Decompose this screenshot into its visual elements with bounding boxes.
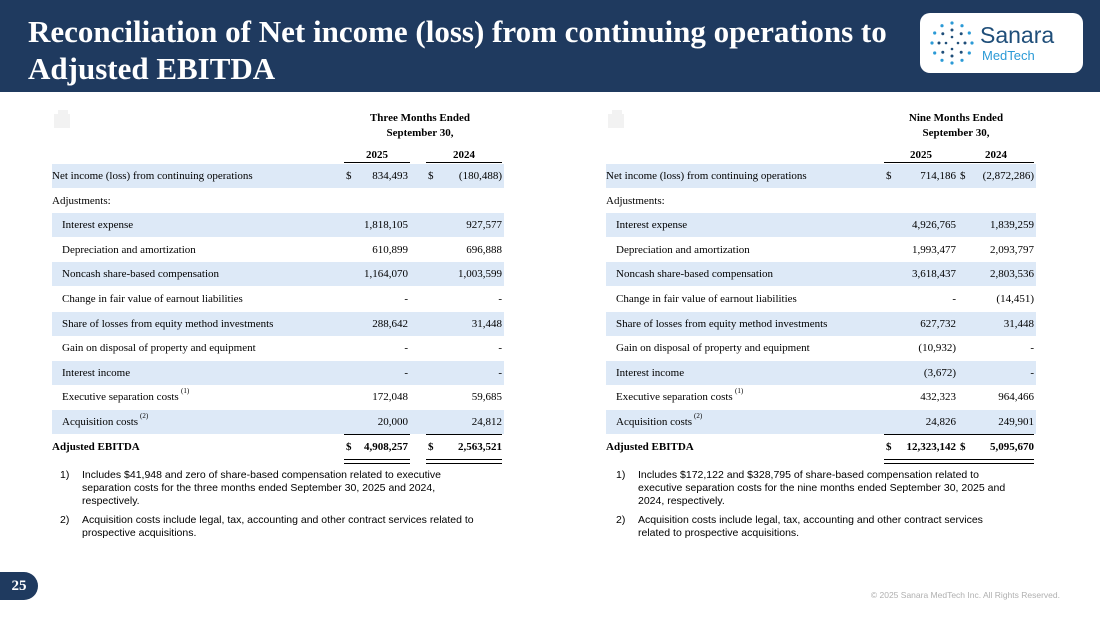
- value-col-2: 31,448: [471, 317, 502, 330]
- value-col-2: (14,451): [996, 293, 1034, 305]
- row-label: Share of losses from equity method investments: [62, 317, 274, 330]
- table-row: [52, 262, 504, 286]
- year-col-2: 2024: [426, 148, 502, 163]
- value-col-1: -: [404, 293, 408, 305]
- footnotes: [60, 469, 480, 546]
- footnote-ref: (1): [735, 387, 744, 396]
- page-number: 25: [0, 572, 38, 600]
- footnote-item: [60, 469, 480, 508]
- total-row: [52, 435, 504, 459]
- value-col-1: 432,323: [920, 391, 956, 404]
- footnote-number: 2): [616, 513, 626, 526]
- footnote-text: Includes $172,122 and $328,795 of share-based compensation related to executive separation costs for the nine months ended September 30, 2025 and 2024, respectively.: [638, 468, 1006, 507]
- value-col-1: 1,818,105: [364, 219, 408, 232]
- row-label: Acquisition costs: [616, 416, 693, 428]
- value-col-1: 627,732: [920, 317, 956, 330]
- currency-symbol: $: [886, 440, 892, 453]
- total-double-rule: [958, 459, 1034, 464]
- row-label: Acquisition costs: [62, 416, 139, 428]
- currency-symbol: $: [428, 440, 434, 453]
- table-row: [606, 336, 1036, 360]
- value-col-2: 249,901: [998, 416, 1034, 428]
- value-col-2: 1,839,259: [990, 219, 1034, 232]
- value-col-1: 288,642: [372, 317, 408, 330]
- value-col-1: 24,826: [925, 416, 956, 428]
- row-label: Noncash share-based compensation: [616, 268, 774, 281]
- footnote-text: Acquisition costs include legal, tax, accounting and other contract services related to prospective acquisitions.: [82, 513, 474, 539]
- period-heading: Three Months Ended: [369, 112, 471, 124]
- footnote-text: Includes $41,948 and zero of share-based compensation related to executive separation costs for the three months ended September 30, 2025 and 2024, respectively.: [82, 468, 441, 507]
- value-col-1: 3,618,437: [912, 268, 956, 281]
- table-row: [606, 287, 1036, 311]
- value-col-1: 4,908,257: [364, 440, 408, 453]
- value-col-1: 20,000: [377, 416, 408, 428]
- row-label: Interest expense: [616, 219, 688, 232]
- row-label: Adjustments:: [52, 194, 111, 207]
- value-col-1: 12,323,142: [906, 440, 956, 453]
- table-row: [606, 410, 1036, 434]
- table-row: [52, 385, 504, 409]
- currency-symbol: $: [346, 170, 352, 182]
- table-row: [606, 189, 1036, 213]
- currency-symbol: $: [886, 170, 892, 182]
- value-col-1: (10,932): [918, 342, 956, 355]
- table-row: [52, 213, 504, 237]
- period-heading: Nine Months Ended: [908, 112, 1004, 124]
- currency-symbol: $: [428, 170, 434, 182]
- value-col-1: 172,048: [372, 391, 408, 404]
- value-col-2: -: [498, 293, 502, 305]
- total-double-rule: [884, 459, 958, 464]
- footnote-item: [616, 469, 1016, 508]
- value-col-1: -: [404, 366, 408, 379]
- row-label: Executive separation costs: [62, 391, 179, 404]
- logo-name: Sanara: [980, 22, 1055, 48]
- footnote-text: Acquisition costs include legal, tax, accounting and other contract services related to prospective acquisitions.: [638, 513, 983, 539]
- table-row: [606, 238, 1036, 262]
- subtotal-rule: [884, 434, 958, 435]
- row-label: Executive separation costs: [616, 391, 733, 404]
- footnotes: [616, 469, 1016, 546]
- value-col-1: 834,493: [372, 170, 408, 182]
- table-row: [606, 312, 1036, 336]
- value-col-2: 964,466: [998, 391, 1034, 404]
- row-label: Depreciation and amortization: [62, 243, 196, 256]
- value-col-2: 696,888: [466, 243, 502, 256]
- value-col-1: 714,186: [920, 170, 956, 182]
- footnote-item: [60, 514, 480, 540]
- period-date: September 30,: [922, 127, 990, 139]
- value-col-2: 24,812: [471, 416, 502, 428]
- value-col-2: 927,577: [466, 219, 502, 232]
- total-double-rule: [426, 459, 502, 464]
- value-col-1: 1,993,477: [912, 243, 956, 256]
- value-col-2: (180,488): [458, 170, 502, 182]
- logo-sub: MedTech: [982, 48, 1035, 63]
- period-date: September 30,: [386, 127, 454, 139]
- row-label: Gain on disposal of property and equipment: [62, 342, 256, 355]
- value-col-2: -: [1030, 342, 1034, 355]
- value-col-2: 5,095,670: [990, 440, 1034, 453]
- table-row: [52, 336, 504, 360]
- row-label: Adjusted EBITDA: [52, 440, 140, 453]
- value-col-1: -: [404, 342, 408, 355]
- sanara-logo-icon: [928, 19, 976, 67]
- subtotal-rule: [958, 434, 1034, 435]
- row-label: Change in fair value of earnout liabilities: [616, 293, 797, 305]
- footnote-item: [616, 514, 1016, 540]
- header-bar: [0, 0, 1100, 92]
- row-label: Gain on disposal of property and equipment: [616, 342, 810, 355]
- table-row: [606, 262, 1036, 286]
- footnote-ref: (2): [694, 412, 703, 420]
- logo: [920, 13, 1083, 73]
- currency-symbol: $: [346, 440, 352, 453]
- row-label: Interest income: [62, 366, 131, 379]
- value-col-2: -: [498, 342, 502, 355]
- table-row: [52, 164, 504, 188]
- value-col-2: 31,448: [1003, 317, 1034, 330]
- total-row: [606, 435, 1036, 459]
- footnote-number: 2): [60, 513, 70, 526]
- footnote-number: 1): [60, 468, 70, 481]
- table-row: [606, 213, 1036, 237]
- table-row: [606, 361, 1036, 385]
- row-label: Interest expense: [62, 219, 134, 232]
- table-row: [52, 361, 504, 385]
- footnote-ref: (2): [140, 412, 149, 420]
- subtotal-rule: [426, 434, 502, 435]
- value-col-2: 59,685: [471, 391, 502, 404]
- footnote-number: 1): [616, 468, 626, 481]
- watermark-icon: [52, 108, 74, 130]
- value-col-1: -: [952, 293, 956, 305]
- copyright: © 2025 Sanara MedTech Inc. All Rights Reserved.: [870, 590, 1060, 600]
- watermark-icon: [606, 108, 628, 130]
- currency-symbol: $: [960, 440, 966, 453]
- value-col-2: (2,872,286): [982, 170, 1034, 182]
- year-col-1: 2025: [884, 148, 958, 163]
- table-row: [52, 238, 504, 262]
- row-label: Net income (loss) from continuing operations: [606, 170, 807, 182]
- table-row: [52, 287, 504, 311]
- table-row: [606, 164, 1036, 188]
- row-label: Change in fair value of earnout liabilities: [62, 293, 243, 305]
- row-label: Adjusted EBITDA: [606, 440, 694, 453]
- currency-symbol: $: [960, 170, 966, 182]
- total-double-rule: [344, 459, 410, 464]
- footnote-ref: (1): [181, 387, 190, 396]
- row-label: Adjustments:: [606, 194, 665, 207]
- row-label: Noncash share-based compensation: [62, 268, 220, 281]
- subtotal-rule: [344, 434, 410, 435]
- year-col-2: 2024: [958, 148, 1034, 163]
- value-col-1: 4,926,765: [912, 219, 956, 232]
- row-label: Depreciation and amortization: [616, 243, 750, 256]
- table-row: [606, 385, 1036, 409]
- value-col-2: 2,563,521: [458, 440, 502, 453]
- value-col-2: -: [498, 366, 502, 379]
- page-title: Reconciliation of Net income (loss) from continuing operations to Adjusted EBITDA: [28, 14, 887, 86]
- table-row: [52, 189, 504, 213]
- row-label: Share of losses from equity method investments: [616, 317, 828, 330]
- value-col-1: 610,899: [372, 243, 408, 256]
- value-col-2: 2,803,536: [990, 268, 1034, 281]
- row-label: Net income (loss) from continuing operations: [52, 170, 253, 182]
- value-col-1: 1,164,070: [364, 268, 408, 281]
- table-row: [52, 410, 504, 434]
- row-label: Interest income: [616, 366, 685, 379]
- value-col-1: (3,672): [923, 366, 956, 379]
- table-row: [52, 312, 504, 336]
- value-col-2: 2,093,797: [990, 243, 1034, 256]
- year-col-1: 2025: [344, 148, 410, 163]
- value-col-2: -: [1030, 366, 1034, 379]
- value-col-2: 1,003,599: [458, 268, 502, 281]
